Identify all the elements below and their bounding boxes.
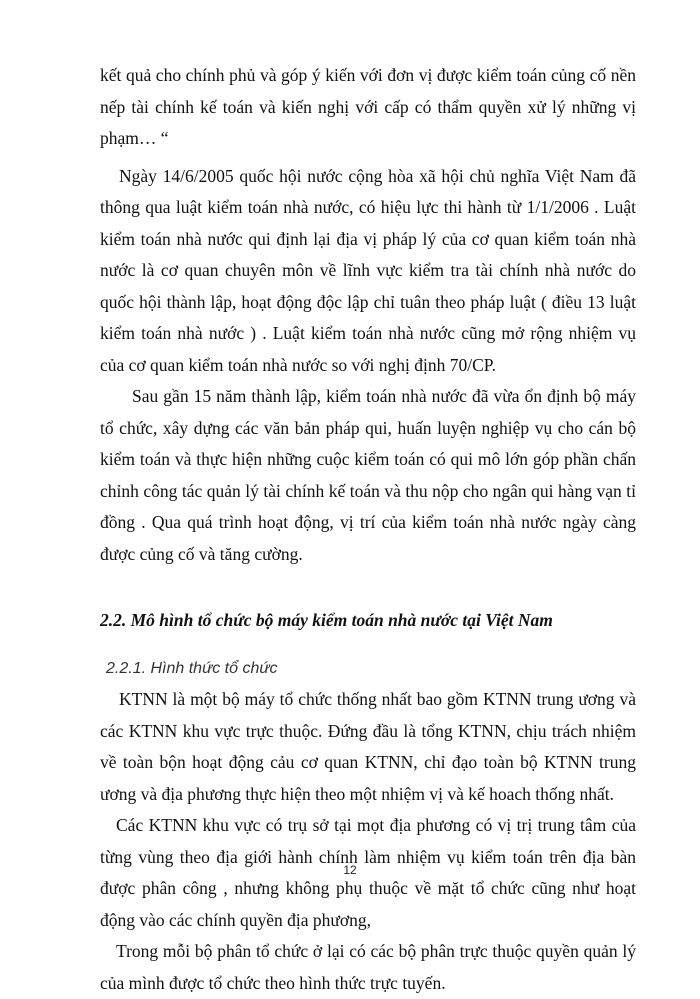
paragraph-audit-law: Ngày 14/6/2005 quốc hội nước cộng hòa xã hội chủ nghĩa Việt Nam đã thông qua luật kiểm toán nhà nước, có hiệu lực thi hành từ 1/1/2006 . Luật kiểm toán nhà nước qui định lại địa vị pháp lý của cơ quan kiểm toán nhà nước là cơ quan chuyên môn về lĩnh vực kiểm tra tài chính nhà nước do quốc hội thành lập, hoạt động độc lập chỉ tuân theo pháp luật ( điều 13 luật kiểm toán nhà nước ) . Luật kiểm toán nhà nước cũng mở rộng nhiệm vụ của cơ quan kiểm toán nhà nước so với nghị định 70/CP. <box>100 165 636 375</box>
section-heading: 2.2. Mô hình tổ chức bộ máy kiểm toán nhà nước tại Việt Nam <box>100 610 553 630</box>
paragraph-fifteen-years: Sau gần 15 năm thành lập, kiểm toán nhà nước đã vừa ổn định bộ máy tổ chức, xây dựng các văn bản pháp qui, huấn luyện nghiệp vụ cho cán bộ kiểm toán và thực hiện những cuộc kiểm toán có qui mô lớn góp phần chấn chỉnh công tác quản lý tài chính kế toán và thu nộp cho ngân qui hàng vạn tỉ đồng . Qua quá trình hoạt động, vị trí của kiểm toán nhà nước ngày càng được củng cố và tăng cường. <box>100 386 636 564</box>
page-content <box>100 60 636 999</box>
paragraph-ktnn-structure: KTNN là một bộ máy tổ chức thống nhất bao gồm KTNN trung ương và các KTNN khu vực trực thuộc. Đứng đầu là tổng KTNN, chịu trách nhiệm về toàn bộn hoạt động cảu cơ quan KTNN, chỉ đạo toàn bộ KTNN trung ương và địa phương thực hiện theo một nhiệm vị và kế hoach thống nhất. <box>100 689 636 804</box>
paragraph-regional-ktnn: Các KTNN khu vực có trụ sở tại mọt địa phương có vị trị trung tâm của từng vùng theo địa giới hành chính làm nhiệm vụ kiểm toán trên địa bàn được phân công , nhưng không phụ thuộc về mặt tổ chức cũng như hoạt động vào các chính quyền địa phương, <box>100 815 636 930</box>
paragraph-direct-management: Trong mỗi bộ phân tổ chức ở lại có các bộ phân trực thuộc quyền quản lý của mình được tổ chức theo hình thức trực tuyến. <box>100 941 636 993</box>
subsection-heading: 2.2.1. Hình thức tổ chức <box>106 660 278 677</box>
paragraph-continuation: kết quả cho chính phủ và góp ý kiến với đơn vị được kiểm toán củng cố nền nếp tài chính kế toán và kiến nghị với cấp có thẩm quyền xử lý những vị phạm… “ <box>100 65 636 148</box>
page-number: 12 <box>343 863 357 877</box>
